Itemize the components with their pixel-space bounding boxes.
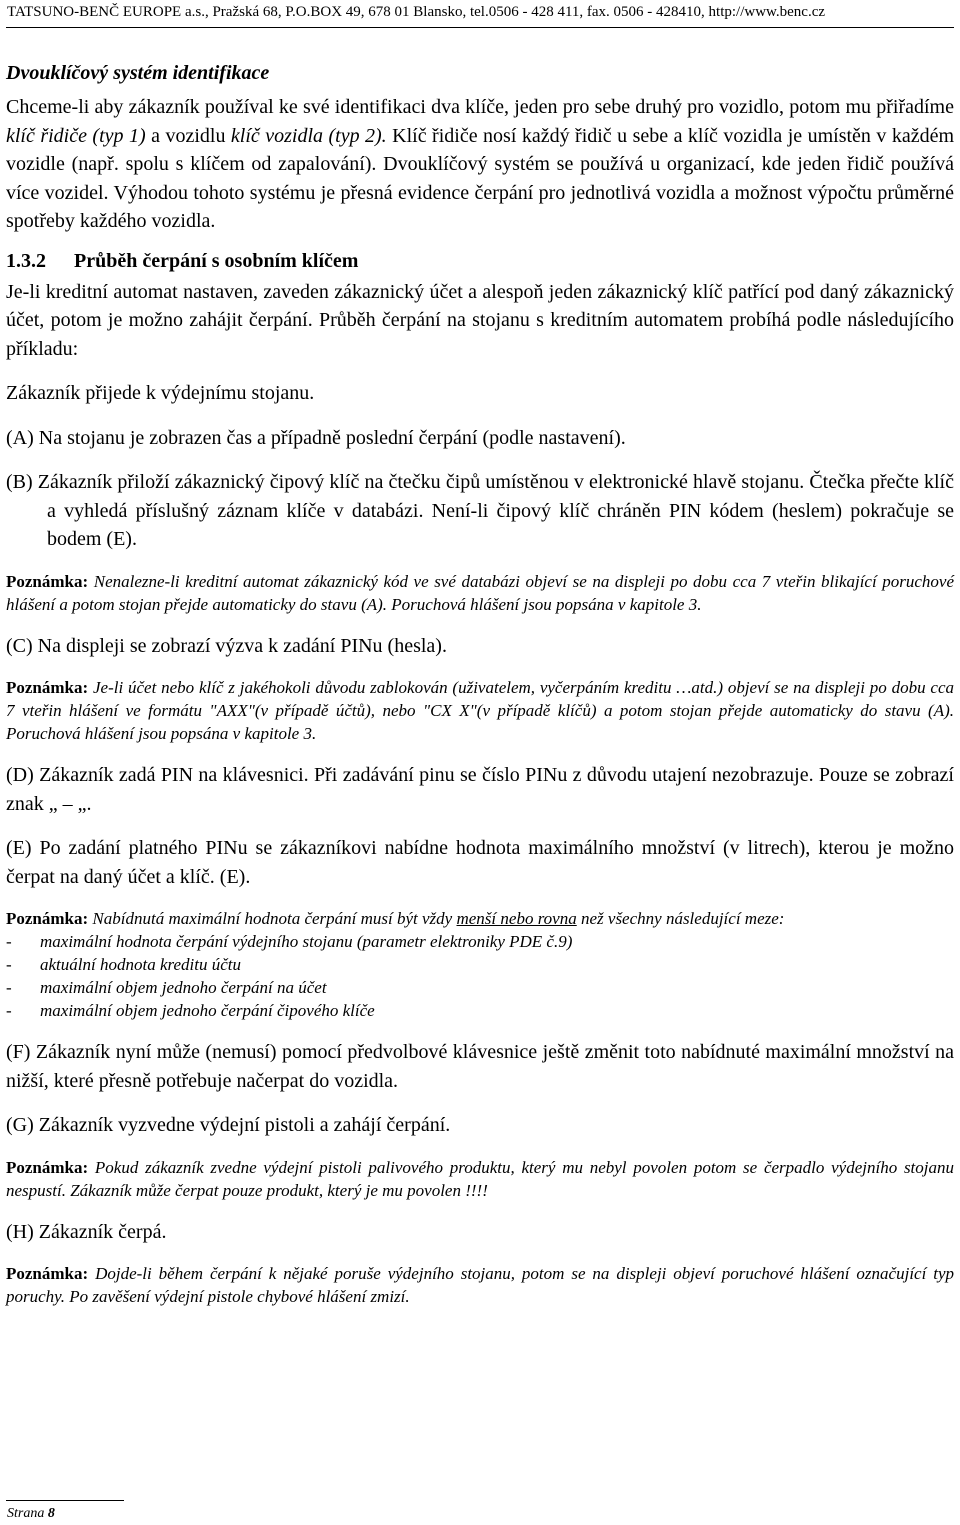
- section-title: Průběh čerpání s osobním klíčem: [74, 249, 359, 272]
- limits-list: [6, 930, 954, 1022]
- list-item: - aktuální hodnota kreditu účtu: [6, 955, 241, 974]
- vehicle-key-emphasis: klíč vozidla (typ 2).: [230, 124, 387, 147]
- page-header: TATSUNO-BENČ EUROPE a.s., Pražská 68, P.O.BOX 49, 678 01 Blansko, tel.0506 - 428 411, fax. 0506 - 428410, http://www.benc.cz: [7, 4, 826, 20]
- dual-key-paragraph: Chceme-li aby zákazník používal ke své identifikaci dva klíče, jeden pro sebe druhý pro vozidlo, potom mu přiřadíme klíč řidiče (typ 1) a vozidlu klíč vozidla (typ 2). Klíč řidiče nosí každý řidič u sebe a klíč vozidla je umístěn v každém vozidle (např. spolu s klíčem od zapalování). Dvouklíčový systém se používá u organizací, kde jeden řidič používá více vozidel. Výhodou tohoto systému je přesná evidence čerpání pro jednotlivá vozidla a možnost výpočtu průměrné spotřeby každého vozidla.: [6, 96, 955, 232]
- arrival-text: Zákazník přijede k výdejnímu stojanu.: [6, 382, 315, 404]
- list-item: - maximální objem jednoho čerpání na účet: [6, 978, 327, 997]
- section-number: 1.3.2: [6, 249, 46, 272]
- section-intro: Je-li kreditní automat nastaven, zaveden zákaznický účet a alespoň jeden zákaznický klíč patřící pod daný zákaznický účet, potom je možno zahájit čerpání. Průběh čerpání na stojanu s kreditním automatem probíhá podle následujícího příkladu:: [6, 280, 954, 360]
- page-content: [6, 59, 954, 1308]
- page-footer: [7, 1505, 55, 1523]
- page-label: Strana: [7, 1506, 45, 1521]
- footer-rule: [6, 1500, 124, 1501]
- step-e: (E) Po zadání platného PINu se zákazníkovi nabídne hodnota maximálního množství (v litrech), kterou je možno čerpat na daný účet a klíč. (E).: [6, 837, 954, 888]
- note-h: Poznámka: Dojde-li během čerpání k nějaké poruše výdejního stojanu, potom se na displeji objeví poruchové hlášení označující typ poruchy. Po zavěšení výdejní pistole chybové hlášení zmizí.: [6, 1264, 954, 1306]
- step-a: (A) Na stojanu je zobrazen čas a případně poslední čerpání (podle nastavení).: [6, 426, 626, 449]
- step-g: (G) Zákazník vyzvedne výdejní pistoli a zahájí čerpání.: [6, 1114, 451, 1136]
- step-d: (D) Zákazník zadá PIN na klávesnici. Při zadávání pinu se číslo PINu z důvodu utajení nezobrazuje. Pouze se zobrazí znak „ – „.: [6, 764, 954, 815]
- dual-key-heading: Dvouklíčový systém identifikace: [6, 62, 270, 84]
- step-h: (H) Zákazník čerpá.: [6, 1220, 167, 1243]
- page-number: 8: [47, 1506, 55, 1521]
- step-c: (C) Na displeji se zobrazí výzva k zadání PINu (hesla).: [6, 634, 447, 657]
- note-e: Poznámka: Nabídnutá maximální hodnota čerpání musí být vždy menší nebo rovna než všechny následující meze:: [6, 909, 785, 928]
- step-f: (F) Zákazník nyní může (nemusí) pomocí předvolbové klávesnice ještě změnit toto nabídnuté maximální množství na nižší, které přesně potřebuje načerpat do vozidla.: [6, 1041, 954, 1092]
- note-c: Poznámka: Je-li účet nebo klíč z jakéhokoli důvodu zablokován (uživatelem, vyčerpáním kreditu …atd.) objeví se na displeji po dobu cca 7 vteřin hlášení ve formátu "AXX"(v případě účtů), nebo "CX X"(v případě klíčů) a potom stojan přejde automaticky do stavu (A). Poruchová hlášení jsou popsána v kapitole 3.: [6, 678, 955, 743]
- list-item: - maximální objem jednoho čerpání čipového klíče: [6, 1001, 375, 1020]
- list-item: - maximální hodnota čerpání výdejního stojanu (parametr elektroniky PDE č.9): [6, 932, 573, 951]
- step-b: (B) Zákazník přiloží zákaznický čipový klíč na čtečku čipů umístěnou v elektronické hlavě stojanu. Čtečka přečte klíč a vyhledá příslušný záznam klíče v databázi. Není-li čipový klíč chráněn PIN kódem (heslem) pokračuje se bodem (E).: [6, 471, 954, 550]
- header-rule: [6, 27, 954, 28]
- note-b: Poznámka: Nenalezne-li kreditní automat zákaznický kód ve své databázi objeví se na displeji po dobu cca 7 vteřin blikající poruchové hlášení a potom stojan přejde automaticky do stavu (A). Poruchová hlášení jsou popsána v kapitole 3.: [6, 571, 955, 614]
- section-heading: [6, 247, 954, 275]
- note-g: Poznámka: Pokud zákazník zvedne výdejní pistoli palivového produktu, který mu nebyl povolen potom se čerpadlo výdejního stojanu nespustí. Zákazník může čerpat pouze produkt, který je mu povolen !!!!: [6, 1157, 955, 1200]
- driver-key-emphasis: klíč řidiče (typ 1): [6, 124, 146, 147]
